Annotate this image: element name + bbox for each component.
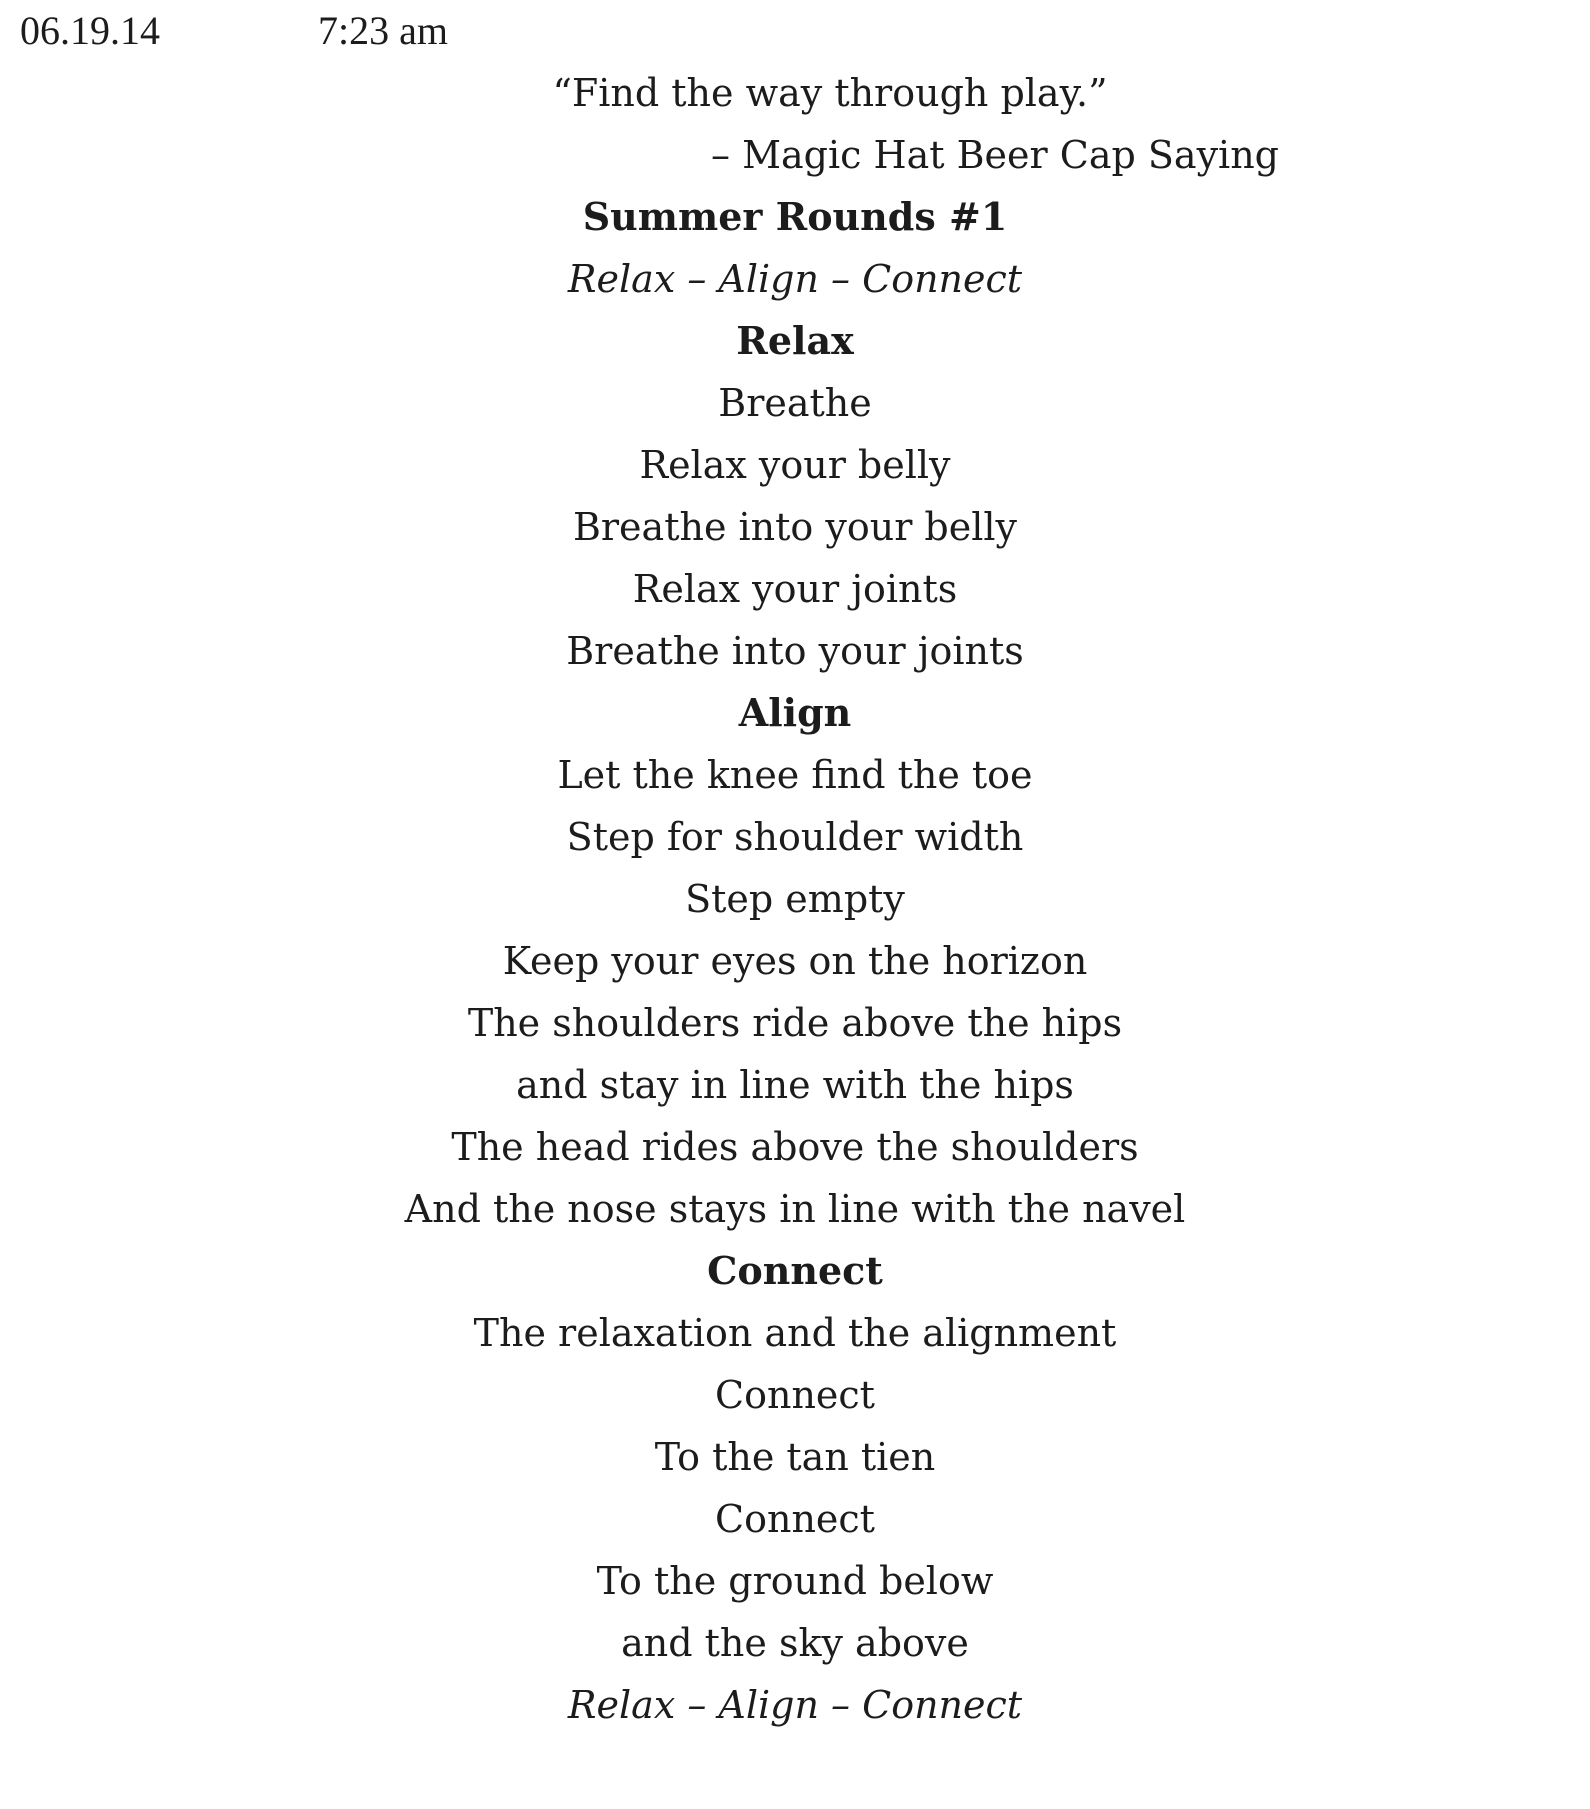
poem-line: The head rides above the shoulders [451, 1125, 1139, 1169]
poem-line: And the nose stays in line with the navel [404, 1187, 1186, 1231]
poem-line: Keep your eyes on the horizon [502, 939, 1088, 983]
poem-line: The shoulders ride above the hips [467, 1001, 1123, 1045]
poem-line: Connect [715, 1497, 875, 1541]
poem-line: Breathe into your belly [572, 505, 1018, 549]
epigraph-quote: “Find the way through play.” [552, 71, 1108, 115]
poem-line: Breathe into your joints [566, 629, 1024, 673]
poem-line: Step for shoulder width [566, 815, 1024, 859]
poem-line: Relax your joints [632, 567, 958, 611]
poem-line: Relax your belly [639, 443, 951, 487]
poem-line: To the ground below [596, 1559, 994, 1603]
poem-line: To the tan tien [654, 1435, 936, 1479]
poem-line: Connect [715, 1373, 875, 1417]
entry-date: 06.19.14 [20, 8, 160, 53]
poem-body [0, 62, 1590, 1736]
poem-line: The relaxation and the alignment [473, 1311, 1117, 1355]
epigraph-attribution: – Magic Hat Beer Cap Saying [710, 133, 1279, 177]
entry-time: 7:23 am [318, 8, 448, 53]
poem-line: Let the knee find the toe [557, 753, 1033, 797]
section-heading-relax: Relax [736, 318, 854, 363]
poem-subtitle: Relax – Align – Connect [567, 257, 1023, 301]
poem-line: and stay in line with the hips [516, 1063, 1074, 1107]
poem-line: and the sky above [621, 1621, 969, 1665]
poem-line: Breathe [718, 381, 872, 425]
poem-line: Step empty [685, 877, 905, 921]
poem-closing: Relax – Align – Connect [567, 1683, 1023, 1727]
poem-title: Summer Rounds #1 [582, 194, 1008, 239]
entry-header [0, 6, 1590, 56]
section-heading-align: Align [738, 690, 852, 735]
section-heading-connect: Connect [707, 1248, 883, 1293]
